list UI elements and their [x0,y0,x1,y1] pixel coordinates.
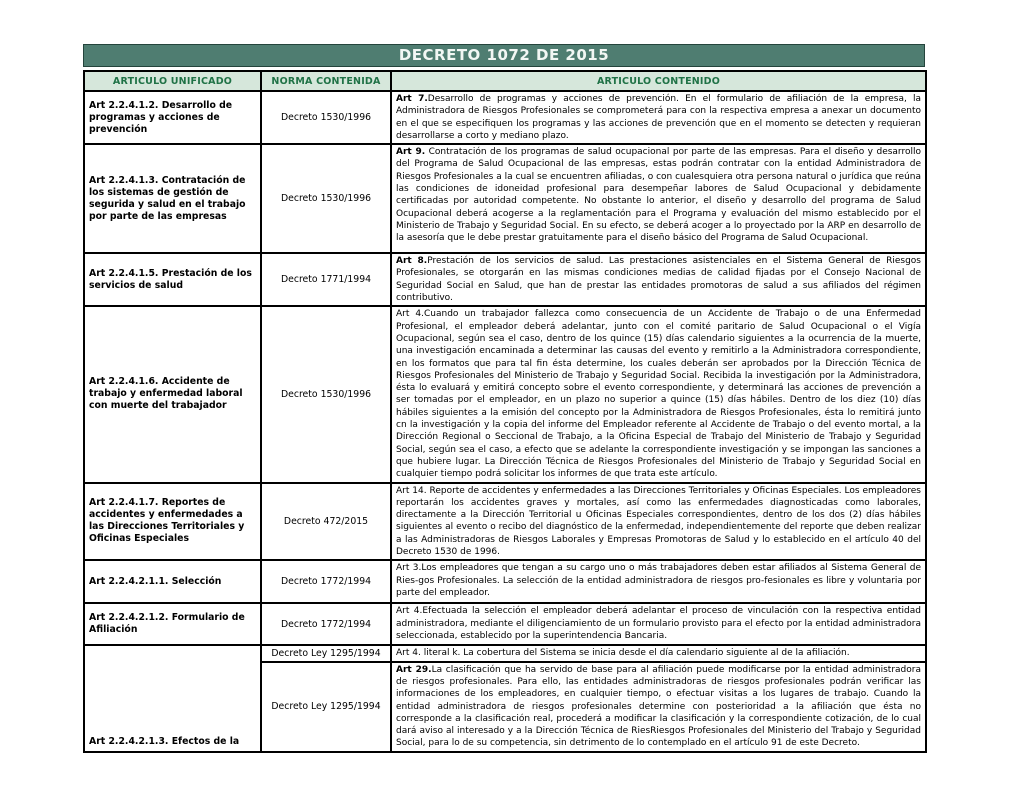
table-header-row [84,71,926,91]
table-row [84,560,926,603]
contenido-cell [391,144,926,253]
decree-table [83,70,927,753]
table-row [84,306,926,482]
contenido-body: Art 4.Cuando un trabajador fallezca como consecuencia de un Accidente de Trabajo o de una Enfermedad Profesional, el empleador deberá adelantar, junto con el comité paritario de Salud Ocupacional o el Vigía Ocupacional, según sea el caso, dentro de los quince (15) días calendario siguientes a la ocurrencia de la muerte, una investigación encaminada a determinar las causas del evento y remitirlo a la Administradora correspondiente, en los formatos que para tal fin ésta determine, los cuales deberán ser aprobados por la Dirección Técnica de Riesgos Profesionales del Ministerio de Trabajo y Seguridad Social. Recibida la investigación por la Administradora, ésta lo evaluará y emitirá concepto sobre el evento correspondiente, y determinará las acciones de prevención a ser tomadas por el empleador, en un plazo no superior a quince (15) días hábiles. Dentro de los diez (10) días hábiles siguientes a la emisión del concepto por la Administradora de Riesgos Profesionales, ésta lo remitirá junto cn la investigación y la copia del informe del Empleador referente al Accidente de Trabajo o del evento mortal, a la Dirección Regional o Seccional de Trabajo, a la Oficina Especial de Trabajo del Ministerio de Trabajo y Seguridad Social, según sea el caso, a efecto que se adelante la correspondiente investigación y se impongan las sanciones a que hubiere lugar. La Dirección Técnica de Riesgos Profesionales del Ministerio de Trabajo y Seguridad Social en cualquier tiempo podrá solicitar los informes de que trata este artículo. [396,309,921,480]
contenido-cell [391,560,926,603]
document-title: DECRETO 1072 DE 2015 [83,44,925,67]
articulo-cell: Art 2.2.4.1.5. Prestación de los servicios de salud [84,253,261,306]
column-header-articulo-contenido: ARTICULO CONTENIDO [391,71,926,91]
table-row [84,253,926,306]
norma-cell: Decreto 1771/1994 [261,253,391,306]
contenido-body: La clasificación que ha servido de base para al afiliación puede modificarse por la entidad administradora de riesgos profesionales. Para ello, las entidades administradoras de riesgos profesionales podrán verificar las informaciones de los empleadores, en cualquier tiempo, o efectuar visitas a los lugares de trabajo. Cuando la entidad administradora de riesgos profesionales determine con posterioridad a la afiliación que ésta no corresponde a la clasificación real, procederá a modificar la clasificación y la correspondiente cotización, de lo cual dará aviso al interesado y a la Dirección Técnica de RiesRiesgos Profesionales del Ministerio del Trabajo y Seguridad Social, para lo de su competencia, sin detrimento de lo contemplado en el artículo 91 de este Decreto. [396,664,921,749]
table-row [84,91,926,144]
norma-cell: Decreto 1772/1994 [261,603,391,645]
norma-cell: Decreto 1530/1996 [261,91,391,144]
contenido-cell [391,645,926,661]
contenido-cell [391,603,926,645]
norma-cell: Decreto 1772/1994 [261,560,391,603]
table-row [84,483,926,561]
articulo-cell: Art 2.2.4.1.3. Contratación de los sistemas de gestión de segurida y salud en el trabajo por parte de las empresas [84,144,261,253]
norma-cell: Decreto Ley 1295/1994 [261,645,391,661]
norma-cell: Decreto 1530/1996 [261,306,391,482]
norma-cell: Decreto 472/2015 [261,483,391,561]
articulo-cell: Art 2.2.4.2.1.3. Efectos de la [84,645,261,751]
column-header-norma-contenida: NORMA CONTENIDA [261,71,391,91]
contenido-body: Prestación de los servicios de salud. Las prestaciones asistenciales en el Sistema General de Riesgos Profesionales, se otorgarán en las mismas condiciones medias de calidad fijadas por el Consejo Nacional de Seguridad Social en Salud, que han de prestar las entidades promotoras de salud a sus afiliados del régimen contributivo. [396,256,921,304]
contenido-body: Desarrollo de programas y acciones de prevención. En el formulario de afiliación de la empresa, la Administradora de Riesgos Profesionales se comprometerá para con la respectiva empresa a anexar un documento en el que se especifiquen los programas y las acciones de prevención que en el momento se detecten y requieran desarrollarse a corto y mediano plazo. [396,94,921,141]
contenido-body: Art 4. literal k. La cobertura del Sistema se inicia desde el día calendario siguiente al de la afiliación. [396,648,850,659]
articulo-cell: Art 2.2.4.1.6. Accidente de trabajo y enfermedad laboral con muerte del trabajador [84,306,261,482]
contenido-cell [391,483,926,561]
contenido-cell [391,253,926,306]
contenido-lead: Art 9. [396,147,426,158]
norma-cell: Decreto Ley 1295/1994 [261,662,391,752]
contenido-body: Art 3.Los empleadores que tengan a su cargo uno o más trabajadores deben estar afiliados al Sistema General de Ries-gos Profesionales. La selección de la entidad administradora de riesgos pro-fesionales es libre y voluntaria por parte del empleador. [396,563,921,598]
contenido-cell [391,306,926,482]
contenido-body: Art 4.Efectuada la selección el empleador deberá adelantar el proceso de vinculación con la respectiva entidad administradora, mediante el diligenciamiento de un formulario provisto para el efecto por la entidad administradora seleccionada, establecido por la superintendencia Bancaria. [396,606,921,641]
articulo-cell: Art 2.2.4.1.2. Desarrollo de programas y acciones de prevención [84,91,261,144]
table-row [84,645,926,661]
norma-cell: Decreto 1530/1996 [261,144,391,253]
table-row [84,603,926,645]
articulo-cell: Art 2.2.4.2.1.2. Formulario de Afiliación [84,603,261,645]
contenido-body: Contratación de los programas de salud ocupacional por parte de las empresas. Para el diseño y desarrollo del Programa de Salud Ocupacional de las empresas, estas podrán contratar con la entidad Administradora de Riesgos Profesionales a la cual se encuentren afiliadas, o con cualesquiera otra persona natural o jurídica que reúna las condiciones de idoneidad profesional para desempeñar labores de Salud Ocupacional y debidamente certificadas por autoridad competente. No obstante lo anterior, el diseño y desarrollo del programa de Salud Ocupacional deberá acogerse a la reglamentación para el Programa y evaluación del mismo establecido por el Ministerio de Trabajo y Seguridad Social. En su efecto, se deberá acoger a lo proyectado por la ARP en desarrollo de la asesoría que le debe prestar gratuitamente para el diseño básico del Programa de Salud Ocupacional. [396,147,921,244]
column-header-articulo-unificado: ARTICULO UNIFICADO [84,71,261,91]
contenido-cell [391,91,926,144]
decree-table-document [83,44,925,753]
articulo-cell: Art 2.2.4.1.7. Reportes de accidentes y enfermedades a las Direcciones Territoriales y Oficinas Especiales [84,483,261,561]
articulo-cell: Art 2.2.4.2.1.1. Selección [84,560,261,603]
contenido-lead: Art 7. [396,94,428,104]
contenido-cell [391,662,926,752]
contenido-body: Art 14. Reporte de accidentes y enfermedades a las Direcciones Territoriales y Oficinas Especiales. Los empleadores reportarán los accidentes graves y mortales, así como las enfermedades diagnosticadas como laborales, directamente a la Dirección Territorial u Oficinas Especiales correspondientes, dentro de los dos (2) días hábiles siguientes al evento o recibo del diagnóstico de la enfermedad, independientemente del reporte que deben realizar a las Administradoras de Riesgos Laborales y Empresas Promotoras de Salud y lo establecido en el artículo 40 del Decreto 1530 de 1996. [396,485,921,558]
table-row [84,144,926,253]
contenido-lead: Art 8. [396,256,428,267]
contenido-lead: Art 29. [396,664,432,675]
